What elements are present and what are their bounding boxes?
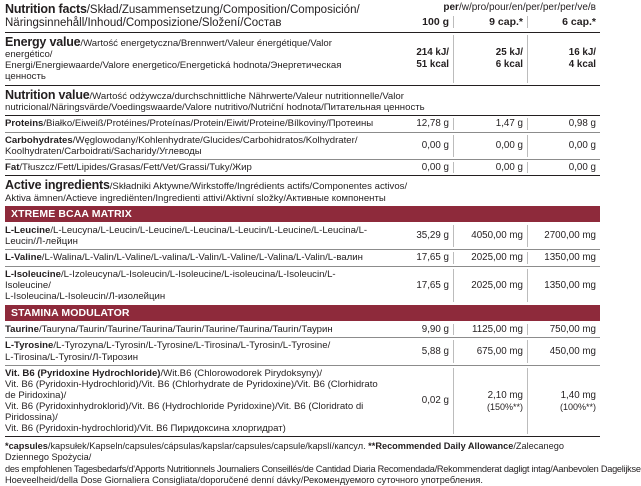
ingredient-name-bold: L-Leucine <box>5 224 51 236</box>
ingredient-9-caps: 1125,00 mg <box>453 324 527 335</box>
nutrient-6-caps: 0,00 g <box>527 162 600 173</box>
energy-6-caps <box>527 35 600 83</box>
ingredient-label <box>5 269 384 302</box>
nutrient-name-rest: /Białko/Eiweiß/Protéines/Proteínas/Protein/Eiwit/Proteine/Bílkoviny/Протеины <box>43 118 374 130</box>
energy-row <box>5 35 600 86</box>
per-line <box>384 2 600 14</box>
ingredient-100g: 0,02 g <box>421 395 449 407</box>
energy-label-rest: /Wartość energetyczna/Brennwert/Valeur énergétique/Valor energético/ <box>5 37 332 61</box>
header-row <box>5 2 600 33</box>
active-ingredients-line2: Aktiva ämnen/Actieve ingrediënten/Ingredienti attivi/Aktivní složky/Активные компоненты <box>5 192 386 204</box>
bcaa-matrix-banner: XTREME BCAA MATRIX <box>5 206 600 222</box>
ingredient-name-line2: L-Tirosina/L-Tyrosin/Л-Тирозин <box>5 351 138 363</box>
ingredient-name-rest: /Wit.B6 (Chlorowodorek Pirydoksyny)/ <box>160 367 323 379</box>
nutrient-9-caps: 0,00 g <box>453 135 527 157</box>
ingredient-row-tyrosine <box>5 338 600 365</box>
nutrient-name-bold: Carbohydrates <box>5 134 73 146</box>
nutrient-label <box>5 162 384 173</box>
energy-9-caps <box>453 35 527 83</box>
ingredient-label <box>5 368 384 435</box>
per-line-bold: per <box>443 2 459 13</box>
nutrient-label <box>5 135 384 157</box>
ingredient-label <box>5 324 384 335</box>
header-columns <box>384 2 600 31</box>
ingredient-name-rest: /L-Izoleucyna/L-Isoleucin/L-Isoleucine/L-isoleucina/L-Isoleucin/L-Isoleucine/ <box>5 268 336 291</box>
ingredient-name-rest: /L-Leucyna/L-Leucin/L-Leucine/L-Leucina/L-Leucin/L-Leucine/L-Leucina/L-Leucin/Л-лейцин <box>5 224 368 248</box>
ingredient-row-taurine <box>5 321 600 338</box>
column-head-9-caps: 9 cap.* <box>453 16 527 28</box>
nutrition-value-heading <box>5 88 600 117</box>
per-line-rest: /w/pro/pour/en/per/per/per/ve/в <box>458 2 596 13</box>
nutrient-100g: 0,00 g <box>421 139 449 151</box>
header-title: Nutrition facts <box>5 2 87 16</box>
ingredient-6-caps-value: 1,40 mg <box>560 390 596 402</box>
energy-9-caps-kj: 25 kJ/ <box>495 47 523 59</box>
ingredient-9-caps-rda: (150%**) <box>486 401 523 412</box>
nutrient-9-caps: 1,47 g <box>453 118 527 129</box>
footnote-capsules-rest: /kapsułek/Kapseln/capsules/cápsulas/kapslar/capsules/capsule/kapslí/капсул. <box>47 441 369 452</box>
ingredient-row-vitamin-b6 <box>5 366 600 438</box>
column-head-100g: 100 g <box>422 15 449 28</box>
ingredient-name-line2: Vit. B6 (Pyridoxin-Hydrochlorid)/Vit. B6 (Chlorhydrate de Pyridoxine)/Vit. B6 (Clorhidrato de Piridoxina)/ <box>5 378 378 401</box>
footnote-rda-rest: /Zalecanego Dziennego Spożycia/ <box>5 441 564 463</box>
ingredient-6-caps-rda: (100%**) <box>559 401 596 412</box>
nutrient-100g: 0,00 g <box>421 161 449 173</box>
ingredient-label <box>5 225 384 247</box>
footnote-line1 <box>5 441 600 463</box>
stamina-modulator-banner: STAMINA MODULATOR <box>5 305 600 321</box>
ingredient-100g: 9,90 g <box>421 324 449 336</box>
ingredient-name-bold: Vit. B6 (Pyridoxine Hydrochloride) <box>5 367 161 379</box>
nutrition-value-rest: /Wartość odżywcza/durchschnittliche Nährwerte/Valeur nutritionnelle/Valor <box>89 90 404 102</box>
header-title-translations: /Skład/Zusammensetzung/Composition/Composición/ <box>86 4 360 16</box>
ingredient-name-bold: Taurine <box>5 324 39 336</box>
nutrient-row-fat <box>5 160 600 176</box>
footnote-capsules-bold: *capsules <box>5 441 48 452</box>
nutrient-9-caps: 0,00 g <box>453 162 527 173</box>
nutrition-value-bold: Nutrition value <box>5 87 90 102</box>
ingredient-name-rest: /L-Walina/L-Valin/L-Valine/L-valina/L-Valin/L-Valine/L-Valina/L-Valin/L-валин <box>41 252 363 264</box>
ingredient-name-line3: Vit. B6 (Pyridoxinhydroklorid)/Vit. B6 (Hydrochloride Pyridoxine)/Vit. B6 (Cloridrato di Piridossina)/ <box>5 401 364 424</box>
ingredient-9-caps <box>453 368 527 435</box>
nutrient-label <box>5 118 384 129</box>
ingredient-100g: 5,88 g <box>421 345 449 357</box>
nutrient-name-bold: Fat <box>5 161 20 173</box>
footnotes <box>5 441 641 485</box>
nutrient-row-proteins <box>5 116 600 132</box>
nutrient-name-line2: Koolhydraten/Carboidrati/Sacharidy/Углеводы <box>5 145 202 157</box>
nutrient-row-carbohydrates <box>5 133 600 160</box>
nutrient-name-rest: /Tłuszcz/Fett/Lipides/Grasas/Fett/Vet/Grassi/Tuky/Жир <box>19 161 252 173</box>
ingredient-100g: 17,65 g <box>416 279 449 291</box>
nutrient-6-caps: 0,00 g <box>527 135 600 157</box>
energy-100g <box>384 35 453 83</box>
ingredient-9-caps: 2025,00 mg <box>453 252 527 263</box>
ingredient-6-caps: 450,00 mg <box>527 340 600 362</box>
ingredient-9-caps-value: 2,10 mg <box>487 390 523 402</box>
ingredient-100g: 35,29 g <box>416 230 449 242</box>
energy-6-caps-kcal: 4 kcal <box>568 58 596 70</box>
ingredient-row-valine <box>5 250 600 266</box>
nutrient-100g: 12,78 g <box>416 118 449 130</box>
footnote-rda-bold: **Recommended Daily Allowance <box>368 441 514 452</box>
ingredient-9-caps: 675,00 mg <box>453 340 527 362</box>
nutrient-name-rest: /Węglowodany/Kohlenhydrate/Glucides/Carbohidratos/Kolhydrater/ <box>72 134 358 146</box>
ingredient-name-line4: Vit. B6 (Pyridoxin-hydrochlorid)/Vit. B6 Пиридоксина хлоргидрат) <box>5 423 286 435</box>
energy-100g-kj: 214 kJ/ <box>416 47 449 59</box>
ingredient-9-caps: 4050,00 mg <box>453 225 527 247</box>
nutrient-6-caps: 0,98 g <box>527 118 600 129</box>
footnote-line2: des empfohlenen Tagesbedarfs/d'Apports Nutritionnels Journaliers Conseillés/de Cantidad Diaria Recomendada/Rekommenderat dagligt intag/Aanbevolen Dagelijkse <box>5 463 641 474</box>
ingredient-name-rest: /L-Tyrozyna/L-Tyrosin/L-Tyrosine/L-Tirosina/L-Tyrosin/L-Tyrosine/ <box>53 340 331 352</box>
ingredient-name-rest: /Tauryna/Taurin/Taurine/Taurina/Taurin/Taurine/Taurina/Taurin/Таурин <box>38 324 333 336</box>
active-ingredients-bold: Active ingredients <box>5 178 110 193</box>
ingredient-row-isoleucine <box>5 267 600 305</box>
ingredient-name-bold: L-Valine <box>5 252 42 264</box>
energy-9-caps-kcal: 6 kcal <box>495 58 523 70</box>
energy-6-caps-kj: 16 kJ/ <box>568 47 596 59</box>
ingredient-6-caps: 1350,00 mg <box>527 252 600 263</box>
energy-label <box>5 35 384 83</box>
ingredient-6-caps <box>527 368 600 435</box>
header-title-block <box>5 2 384 31</box>
ingredient-label <box>5 340 384 362</box>
active-ingredients-rest: /Składniki Aktywne/Wirkstoffe/Ingrédients actifs/Componentes activos/ <box>109 181 408 193</box>
ingredient-6-caps: 750,00 mg <box>527 324 600 335</box>
ingredient-row-leucine <box>5 222 600 250</box>
ingredient-name-bold: L-Tyrosine <box>5 340 54 352</box>
ingredient-9-caps: 2025,00 mg <box>453 269 527 302</box>
ingredient-name-bold: L-Isoleucine <box>5 268 61 280</box>
ingredient-100g: 17,65 g <box>416 252 449 264</box>
ingredient-label <box>5 252 384 263</box>
energy-label-line2: Energi/Energiewaarde/Valore energetico/Energetická hodnota/Энергетическая ценность <box>5 60 342 83</box>
ingredient-name-line2: L-Isoleucina/L-Isoleucin/Л-изолейцин <box>5 290 166 302</box>
header-title-line2: Näringsinnehåll/Inhoud/Composizione/Složení/Состав <box>5 17 282 30</box>
energy-label-bold: Energy value <box>5 34 81 49</box>
footnote-line3: Hoeveelheid/della Dose Giornaliera Consigliata/doporučené denní dávky/Рекомендуемого суточного употребления. <box>5 474 483 485</box>
active-ingredients-heading <box>5 178 600 206</box>
nutrition-value-line2: nutricional/Näringsvärde/Voedingswaarde/Valore nutritivo/Nutriční hodnota/Питательная ценность <box>5 102 425 114</box>
ingredient-6-caps: 1350,00 mg <box>527 269 600 302</box>
column-head-6-caps: 6 cap.* <box>527 16 600 28</box>
ingredient-6-caps: 2700,00 mg <box>527 225 600 247</box>
nutrient-name-bold: Proteins <box>5 118 44 130</box>
energy-100g-kcal: 51 kcal <box>416 58 449 70</box>
